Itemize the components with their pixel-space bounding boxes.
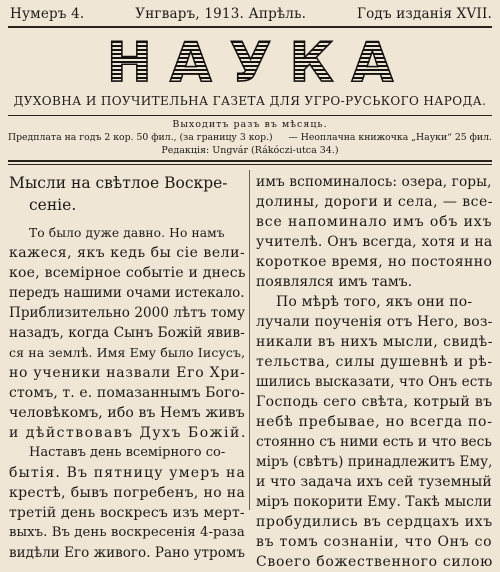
masthead-top-line xyxy=(10,3,492,25)
text-line: міръ покорити Ему. Такѣ мысли xyxy=(256,494,492,510)
top-rule xyxy=(8,26,492,28)
text-line: короткое время, но постоянно xyxy=(256,254,493,270)
publication-year: Годъ изданія XVII. xyxy=(356,6,492,22)
text-line: стомъ, т. е. помазаннымъ Бого- xyxy=(9,385,245,401)
text-line: небѣ пребывае, но всегда по- xyxy=(256,414,493,430)
text-line: міръ (свѣтъ) принадлежитъ Ему, xyxy=(256,454,493,470)
text-line: Господь сего свѣта, котрый въ xyxy=(256,394,493,410)
text-line: Наставъ день всемірного со- xyxy=(29,445,226,460)
text-line: долины, дороги и села, — все- xyxy=(256,194,493,210)
issue-number: Нумеръ 4. xyxy=(10,6,85,22)
article-left-column xyxy=(9,172,245,563)
text-line: и что задача ихъ сей туземный xyxy=(256,474,492,490)
text-line: но ученики назвали Его Хри- xyxy=(9,365,246,381)
text-line: въ томъ сознаніи, что Онъ со xyxy=(256,534,493,550)
subtitle-rule xyxy=(8,115,492,116)
text-line: выхъ. Въ день воскресенія 4-раза xyxy=(9,525,245,540)
text-line: все напоминало имъ объ ихъ xyxy=(256,214,493,230)
text-line: имъ вспоминалось: озера, горы, xyxy=(256,174,492,190)
text-line: появлялся имъ тамъ. xyxy=(256,274,413,290)
text-line: никали въ нихъ мысли, свидѣ- xyxy=(256,334,493,350)
article-title-line-2: сеніе. xyxy=(29,196,77,214)
text-line: ся на землѣ. Имя Ему было Іисусъ, xyxy=(9,345,246,360)
text-line: шились высказати, что Онъ есть xyxy=(256,374,493,390)
newspaper-subtitle: ДУХОВНА И ПОУЧИТЕЛЬНА ГАЗЕТА ДЛЯ УГРО-РУСЬКОГО НАРОДА. xyxy=(13,94,487,108)
text-line: стоянно съ ними есть и что весь xyxy=(256,434,492,450)
text-line: учителѣ. Онъ всегда, хотя и на xyxy=(256,234,493,250)
text-line: лучали поученія отъ Него, воз- xyxy=(256,314,493,330)
subscription-price: Предплата на годъ 2 кор. 50 фил., (за границу 3 кор.) xyxy=(8,132,273,143)
newspaper-title: НАУКА xyxy=(0,33,500,93)
text-line: бытія. Въ пятницу умеръ на xyxy=(9,465,247,481)
single-copy-price: — Неоплачна книжочка „Науки“ 25 фил. xyxy=(288,132,492,143)
article-right-column xyxy=(256,172,492,572)
text-line: кое, всемірное событіе и днесь xyxy=(9,265,246,281)
subscription-line xyxy=(8,132,492,143)
text-line: кажеся, якъ кедь бы сіе вели- xyxy=(9,245,246,261)
text-line: человѣкомъ, ибо въ Немъ живъ xyxy=(9,405,245,421)
frequency-line: Выходитъ разъ въ мѣсяць. xyxy=(172,119,328,130)
header-bottom-rule xyxy=(8,160,492,162)
place-date: Унгваръ, 1913. Апрѣль. xyxy=(135,6,307,22)
column-separator xyxy=(249,170,250,510)
text-line: тельства, силы душевнѣ и рѣ- xyxy=(256,354,493,370)
text-line: передъ нашими очами истекало. xyxy=(9,285,245,301)
text-line: По мѣрѣ того, якъ они по- xyxy=(276,294,473,310)
right-column-text xyxy=(256,172,492,572)
article-title-line-1: Мысли на свѣтлое Воскре- xyxy=(9,174,228,192)
text-line: назадъ, когда Сынъ Божій явив- xyxy=(9,325,245,341)
text-line: Своего божественного силою xyxy=(256,554,493,570)
text-line: третій день воскресъ изъ мерт- xyxy=(9,505,245,521)
text-line: видѣли Его живого. Рано утромъ xyxy=(9,545,246,561)
left-column-text xyxy=(9,223,245,563)
text-line: Приблизительно 2000 лѣтъ тому xyxy=(9,305,246,321)
text-line: крестѣ, бывъ погребенъ, но на xyxy=(9,485,246,501)
text-line: и дѣйствовавъ Духъ Божій. xyxy=(9,425,247,441)
editorial-address: Редакція: Ungvár (Rákóczi-utca 34.) xyxy=(161,145,339,156)
header-bottom-rule-thin xyxy=(8,164,492,165)
text-line: То было дуже давно. Но намъ xyxy=(29,226,225,240)
text-line: пробудились въ сердцахъ ихъ xyxy=(256,514,493,530)
